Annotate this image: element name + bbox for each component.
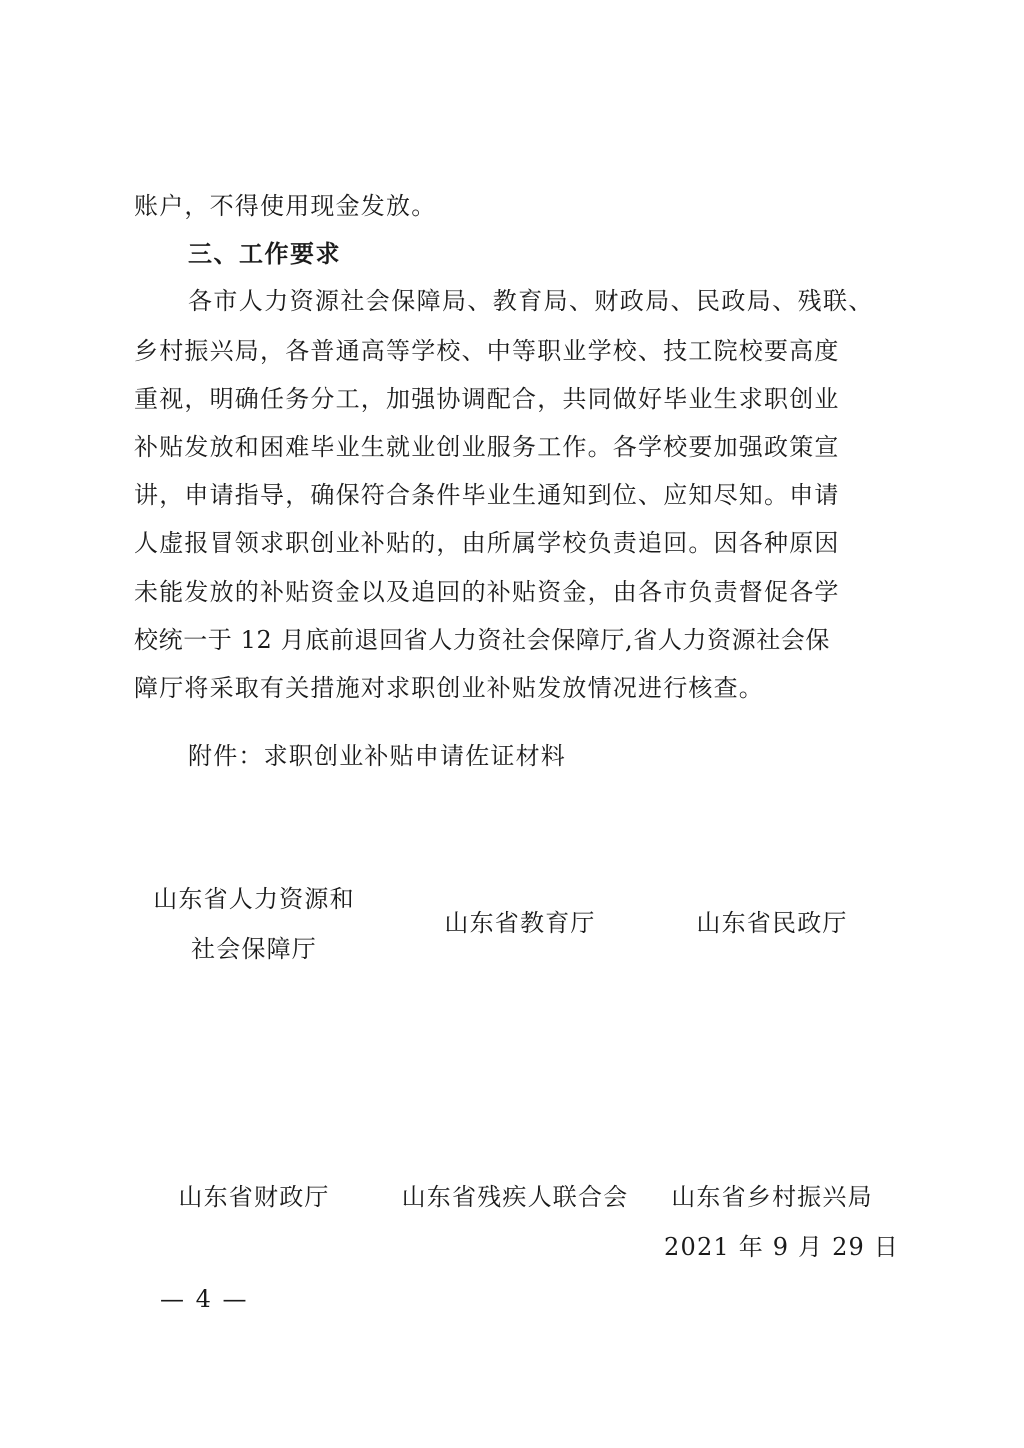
signatory-hrss-line1: 山东省人力资源和 xyxy=(153,885,355,913)
continuation-line: 账户，不得使用现金发放。 xyxy=(134,192,437,220)
signatory-civil-affairs: 山东省民政厅 xyxy=(696,909,848,937)
signatory-finance: 山东省财政厅 xyxy=(178,1183,330,1211)
signatory-education: 山东省教育厅 xyxy=(444,909,596,937)
paragraph-line: 乡村振兴局，各普通高等学校、中等职业学校、技工院校要高度 xyxy=(134,337,840,365)
page-number: — 4 — xyxy=(160,1285,249,1313)
paragraph-line: 校统一于 12 月底前退回省人力资社会保障厅,省人力资源社会保 xyxy=(134,626,831,654)
attachment-note: 附件：求职创业补贴申请佐证材料 xyxy=(188,742,566,770)
paragraph-line: 障厅将采取有关措施对求职创业补贴发放情况进行核查。 xyxy=(134,674,764,702)
section-heading: 三、工作要求 xyxy=(188,240,341,268)
paragraph-line: 讲，申请指导，确保符合条件毕业生通知到位、应知尽知。申请 xyxy=(134,481,840,509)
paragraph-line: 补贴发放和困难毕业生就业创业服务工作。各学校要加强政策宣 xyxy=(134,433,840,461)
document-date: 2021 年 9 月 29 日 xyxy=(664,1233,900,1261)
signatory-disabled-federation: 山东省残疾人联合会 xyxy=(401,1183,629,1211)
signatory-hrss-line2: 社会保障厅 xyxy=(191,935,317,963)
paragraph-line: 各市人力资源社会保障局、教育局、财政局、民政局、残联、 xyxy=(188,287,874,315)
paragraph-line: 未能发放的补贴资金以及追回的补贴资金，由各市负责督促各学 xyxy=(134,578,840,606)
paragraph-line: 人虚报冒领求职创业补贴的，由所属学校负责追回。因各种原因 xyxy=(134,529,840,557)
signatory-rural-revitalization: 山东省乡村振兴局 xyxy=(671,1183,873,1211)
paragraph-line: 重视，明确任务分工，加强协调配合，共同做好毕业生求职创业 xyxy=(134,385,840,413)
